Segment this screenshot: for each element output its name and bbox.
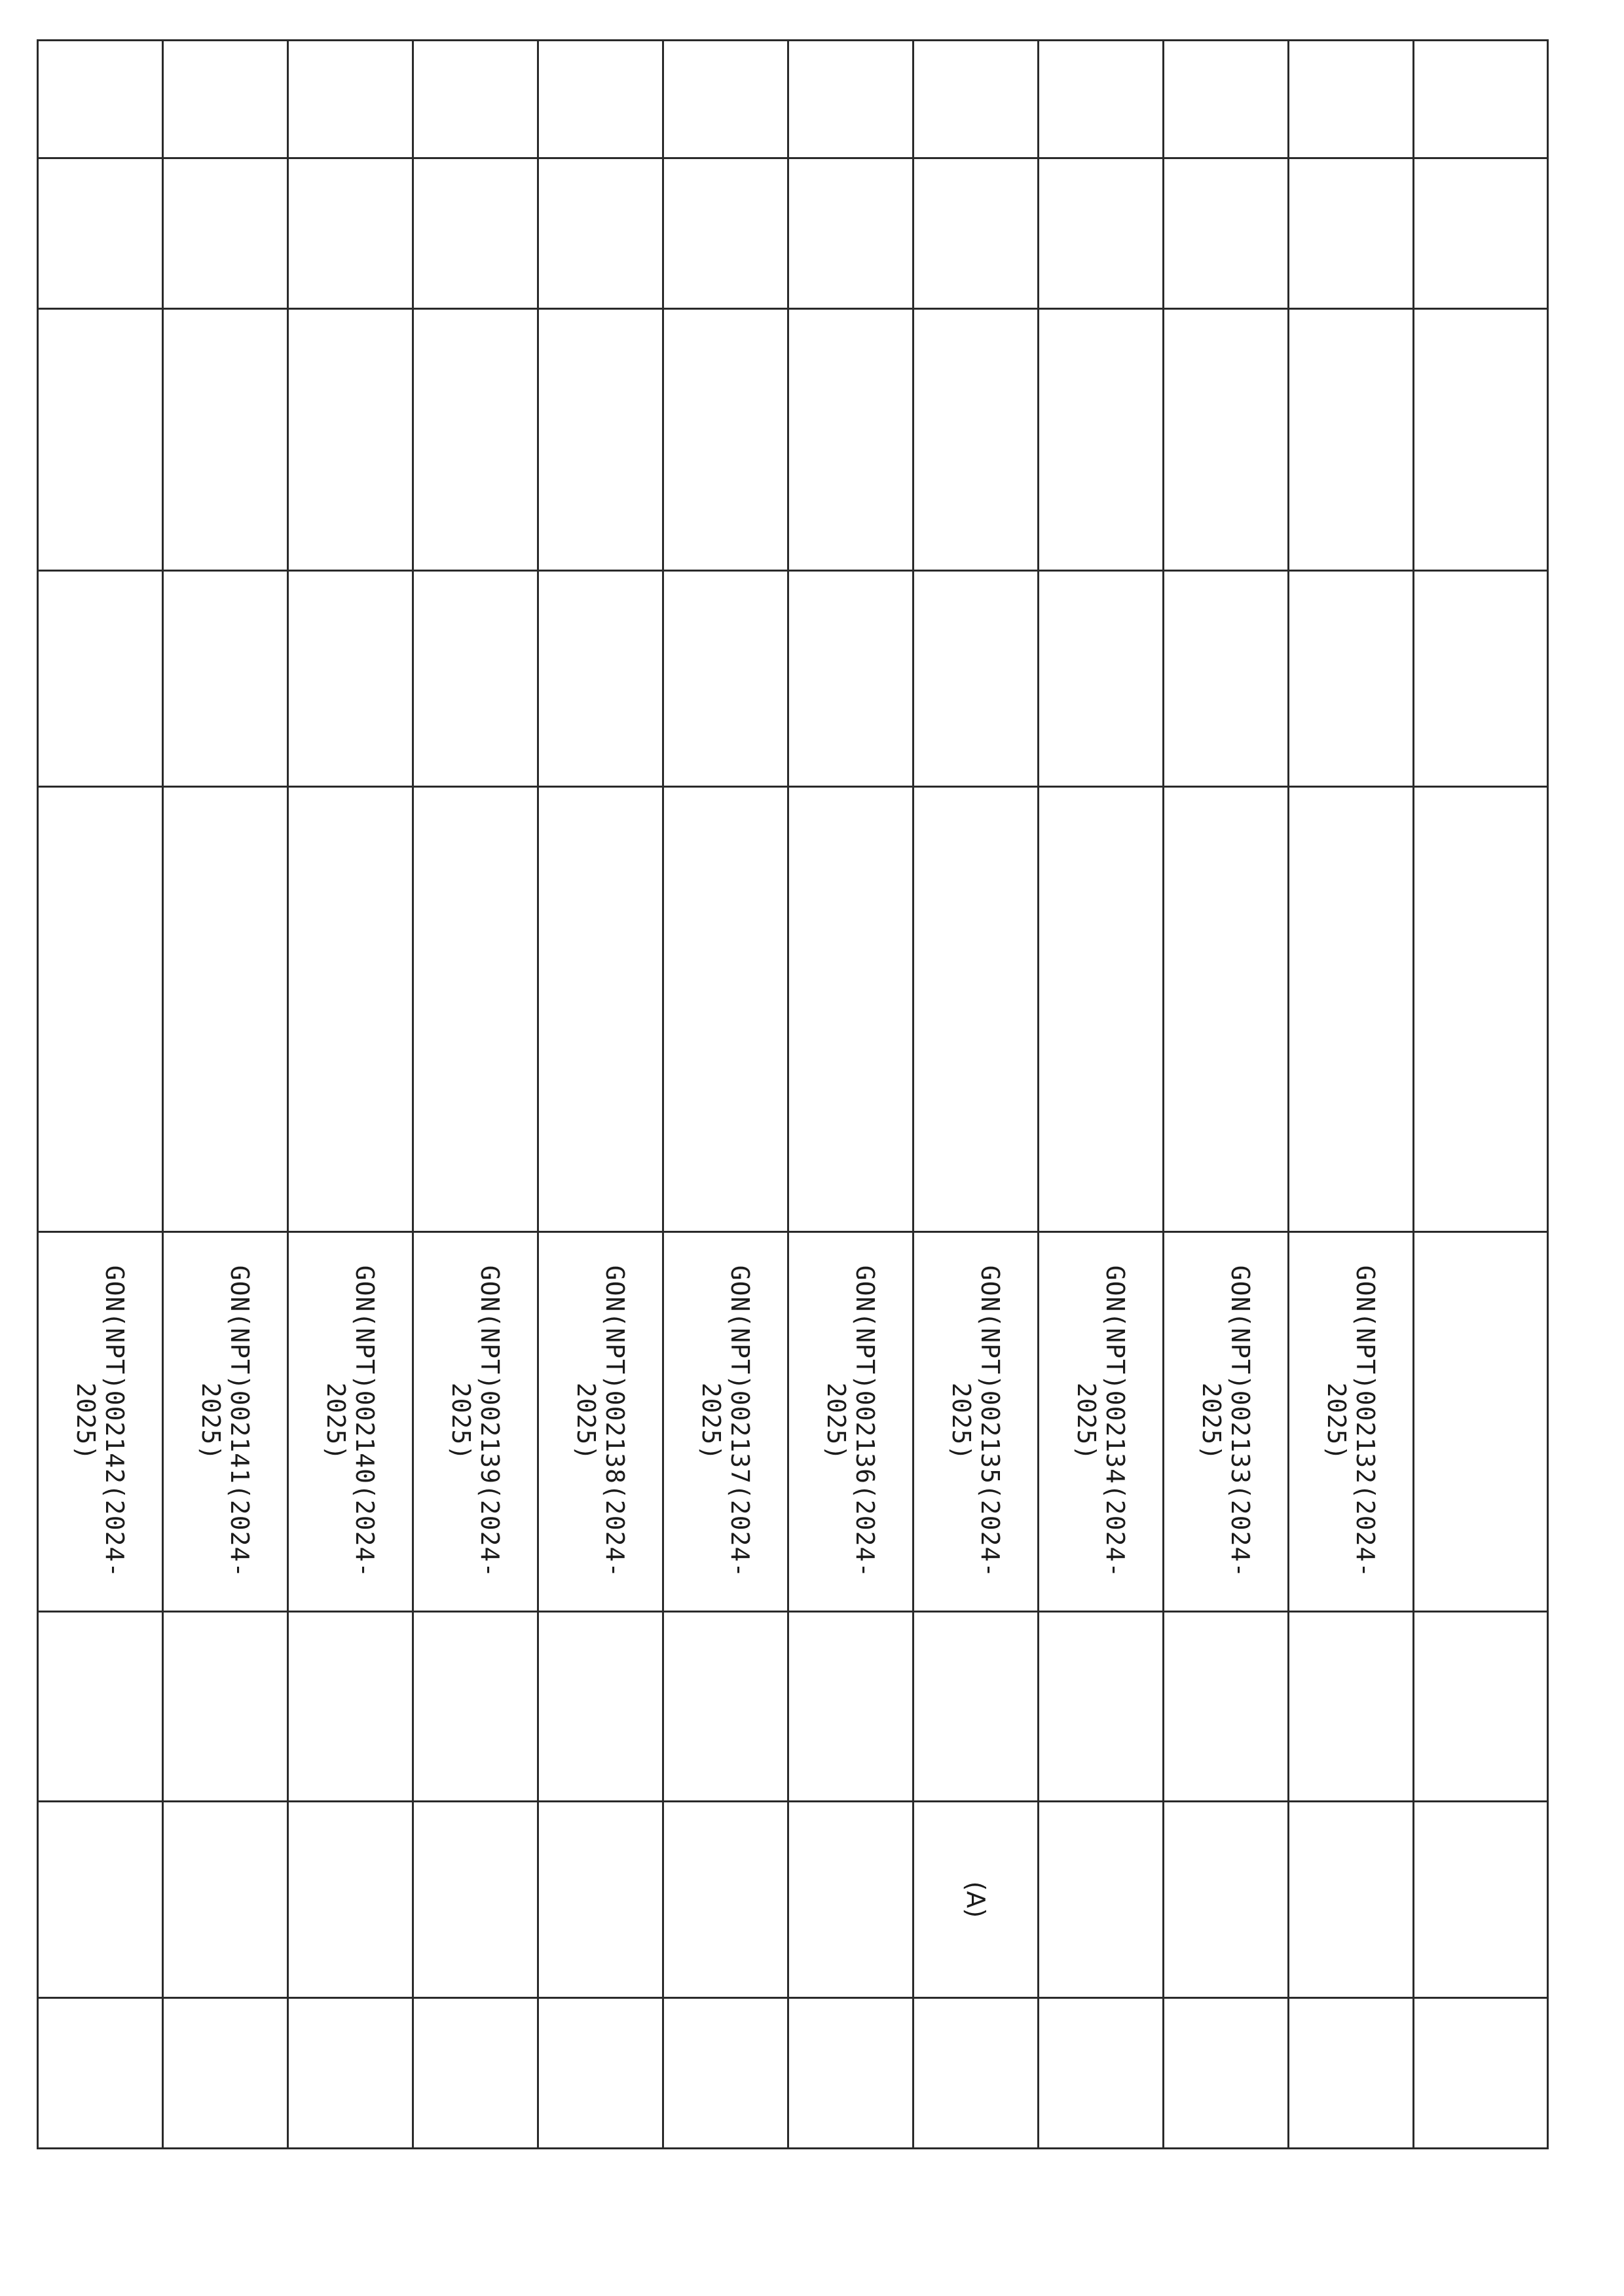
cell-father — [788, 571, 913, 787]
cell-no — [288, 41, 413, 158]
cell-address — [663, 787, 788, 1232]
cell-address — [1289, 787, 1414, 1232]
cell-date — [1039, 158, 1164, 309]
cell-name — [1164, 309, 1289, 571]
cell-status — [788, 1802, 913, 1998]
cell-address — [788, 787, 913, 1232]
cell-father — [1039, 571, 1164, 787]
cell-date — [1164, 158, 1289, 309]
cell-cert-no: GON(NPT)002132(2024-2025) — [1289, 1232, 1414, 1612]
cell-origin — [1289, 1612, 1414, 1802]
cell-remark — [1164, 1998, 1289, 2149]
col-header-status — [1414, 1802, 1548, 1998]
cell-origin — [163, 1612, 288, 1802]
register-table — [37, 39, 1549, 2149]
cell-father — [913, 571, 1039, 787]
cell-name — [538, 309, 663, 571]
cell-cert-no: GON(NPT)002138(2024-2025) — [538, 1232, 663, 1612]
cell-origin — [1039, 1612, 1164, 1802]
cell-cert-no: GON(NPT)002136(2024-2025) — [788, 1232, 913, 1612]
cell-origin — [38, 1612, 163, 1802]
cell-cert-no: GON(NPT)002133(2024-2025) — [1164, 1232, 1289, 1612]
cell-cert-no: GON(NPT)002141(2024-2025) — [163, 1232, 288, 1612]
table-row — [913, 41, 1039, 2149]
cell-cert-no: GON(NPT)002139(2024-2025) — [413, 1232, 538, 1612]
table-row — [288, 41, 413, 2149]
cell-cert-no: GON(NPT)002140(2024-2025) — [288, 1232, 413, 1612]
cell-origin — [663, 1612, 788, 1802]
cell-no — [413, 41, 538, 158]
cell-status — [538, 1802, 663, 1998]
cell-remark — [913, 1998, 1039, 2149]
cell-remark — [163, 1998, 288, 2149]
cell-name — [913, 309, 1039, 571]
cell-status — [163, 1802, 288, 1998]
cell-name — [288, 309, 413, 571]
cell-remark — [413, 1998, 538, 2149]
cell-no — [1164, 41, 1289, 158]
cell-status — [1289, 1802, 1414, 1998]
cell-no — [663, 41, 788, 158]
col-header-father — [1414, 571, 1548, 787]
cell-status: (A) — [913, 1802, 1039, 1998]
page-title — [1549, 39, 1601, 2147]
cell-name — [38, 309, 163, 571]
cell-no — [163, 41, 288, 158]
cell-address — [1164, 787, 1289, 1232]
table-row — [788, 41, 913, 2149]
cell-father — [538, 571, 663, 787]
cell-address — [288, 787, 413, 1232]
cell-origin — [913, 1612, 1039, 1802]
col-header-date — [1414, 158, 1548, 309]
cell-origin — [413, 1612, 538, 1802]
col-header-remark — [1414, 1998, 1548, 2149]
cell-father — [1164, 571, 1289, 787]
cell-father — [1289, 571, 1414, 787]
table-row — [38, 41, 163, 2149]
table-row — [1164, 41, 1289, 2149]
cell-address — [413, 787, 538, 1232]
table-row — [163, 41, 288, 2149]
cell-name — [788, 309, 913, 571]
cell-date — [1289, 158, 1414, 309]
cell-date — [288, 158, 413, 309]
cell-father — [288, 571, 413, 787]
cell-date — [788, 158, 913, 309]
cell-remark — [1289, 1998, 1414, 2149]
cell-date — [38, 158, 163, 309]
cell-no — [38, 41, 163, 158]
cell-address — [38, 787, 163, 1232]
table-row — [663, 41, 788, 2149]
cell-remark — [38, 1998, 163, 2149]
table-row — [1039, 41, 1164, 2149]
cell-date — [913, 158, 1039, 309]
col-header-origin — [1414, 1612, 1548, 1802]
col-header-cert-no — [1414, 1232, 1548, 1612]
table-row — [538, 41, 663, 2149]
cell-origin — [788, 1612, 913, 1802]
cell-no — [538, 41, 663, 158]
cell-no — [788, 41, 913, 158]
cell-status — [1039, 1802, 1164, 1998]
cell-no — [913, 41, 1039, 158]
col-header-no — [1414, 41, 1548, 158]
cell-name — [663, 309, 788, 571]
cell-cert-no: GON(NPT)002135(2024-2025) — [913, 1232, 1039, 1612]
cell-no — [1039, 41, 1164, 158]
cell-remark — [1039, 1998, 1164, 2149]
cell-name — [413, 309, 538, 571]
cell-remark — [788, 1998, 913, 2149]
cell-father — [38, 571, 163, 787]
cell-date — [163, 158, 288, 309]
cell-remark — [288, 1998, 413, 2149]
cell-cert-no: GON(NPT)002142(2024-2025) — [38, 1232, 163, 1612]
cell-status — [663, 1802, 788, 1998]
cell-date — [413, 158, 538, 309]
cell-status — [413, 1802, 538, 1998]
cell-name — [1039, 309, 1164, 571]
cell-father — [163, 571, 288, 787]
cell-address — [1039, 787, 1164, 1232]
cell-address — [913, 787, 1039, 1232]
cell-cert-no: GON(NPT)002137(2024-2025) — [663, 1232, 788, 1612]
cell-status — [1164, 1802, 1289, 1998]
cell-origin — [1164, 1612, 1289, 1802]
cell-cert-no: GON(NPT)002134(2024-2025) — [1039, 1232, 1164, 1612]
cell-origin — [538, 1612, 663, 1802]
cell-name — [1289, 309, 1414, 571]
rotated-page — [71, 39, 1601, 2147]
col-header-address — [1414, 787, 1548, 1232]
table-row — [413, 41, 538, 2149]
cell-name — [163, 309, 288, 571]
col-header-name — [1414, 309, 1548, 571]
table-row — [1289, 41, 1414, 2149]
cell-status — [288, 1802, 413, 1998]
cell-address — [538, 787, 663, 1232]
cell-date — [663, 158, 788, 309]
cell-date — [538, 158, 663, 309]
cell-remark — [663, 1998, 788, 2149]
cell-father — [663, 571, 788, 787]
cell-address — [163, 787, 288, 1232]
header-row — [1414, 41, 1548, 2149]
cell-origin — [288, 1612, 413, 1802]
cell-father — [413, 571, 538, 787]
cell-remark — [538, 1998, 663, 2149]
cell-no — [1289, 41, 1414, 158]
cell-status — [38, 1802, 163, 1998]
